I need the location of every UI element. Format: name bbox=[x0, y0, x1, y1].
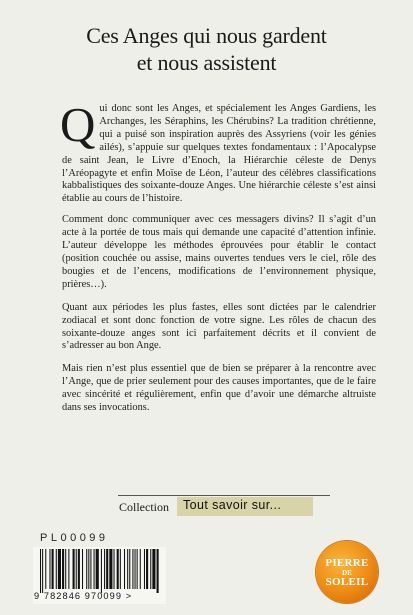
barcode-bar bbox=[140, 549, 141, 589]
collection-label: Collection bbox=[119, 500, 169, 514]
publisher-logo-line-3: SOLEIL bbox=[325, 576, 369, 588]
book-title-line-1: Ces Anges qui nous gardent bbox=[86, 23, 327, 48]
publisher-logo-line-1: PIERRE bbox=[325, 557, 369, 569]
barcode-bar bbox=[152, 549, 155, 589]
barcode-panel bbox=[33, 547, 166, 604]
barcode-bar bbox=[88, 549, 89, 589]
product-code: PL00099 bbox=[40, 532, 109, 544]
barcode-bar bbox=[56, 549, 57, 589]
barcode-bar bbox=[73, 549, 75, 589]
barcode-bar bbox=[150, 549, 151, 589]
barcode-bar bbox=[62, 549, 64, 589]
barcode-bar bbox=[117, 549, 119, 589]
barcode-bar bbox=[104, 549, 105, 589]
barcode-bar bbox=[124, 549, 125, 589]
isbn-number bbox=[34, 591, 166, 601]
drop-cap: Q bbox=[60, 97, 96, 152]
barcode-bar bbox=[90, 549, 91, 589]
paragraph-2: Comment donc communiquer avec ces messagers divins? Il s’agit d’un acte à la portée de tous mais qui demande une capacité d’attention infinie. L’auteur développe les méthodes éprouvées pour établir le contact (position couchée ou assise, mains ouvertes tendues vers le ciel, rôle des bougies et de l’encens, modifications de l’environnement physique, prières…). bbox=[62, 214, 376, 290]
barcode-bar bbox=[96, 549, 99, 589]
barcode-bar bbox=[137, 549, 138, 589]
publisher-logo bbox=[316, 541, 378, 603]
barcode-bar bbox=[58, 549, 61, 589]
isbn-suffix: > bbox=[125, 591, 133, 601]
back-cover-text bbox=[60, 97, 376, 425]
barcode-bar bbox=[127, 549, 128, 589]
paragraph-1-text: ui donc sont les Anges, et spécialement les Anges Gardiens, les Archanges, les Séraphins, les Chérubins? La tradition chrétienne, qui a puisé son inspiration auprès des Assyriens (voir les génies ailés), s’appuie sur quelques textes fondamentaux : l’Apocalypse de saint Jean, le Livre d’Enoch, la Hiérarchie céleste de Denys l’Aréopagyte et enfin Moïse de Léon, l’auteur des célèbres classifications kabbalistiques des soixante-douze Anges. Une hiérarchie céleste s’est ainsi établie au cours de l’histoire. bbox=[62, 103, 376, 205]
collection-series-badge: Tout savoir sur... bbox=[177, 497, 313, 516]
barcode-bar bbox=[45, 549, 46, 589]
barcode-bar bbox=[135, 549, 136, 589]
barcode-bar bbox=[76, 549, 77, 589]
barcode-bar bbox=[132, 549, 133, 589]
barcode-bar bbox=[68, 549, 69, 589]
barcode-icon bbox=[40, 549, 160, 593]
barcode-bar bbox=[42, 549, 43, 593]
barcode-bar bbox=[52, 549, 54, 589]
publisher-logo-line-2: DE bbox=[342, 569, 352, 577]
barcode-bar bbox=[120, 549, 121, 589]
barcode-bar bbox=[65, 549, 66, 589]
barcode-bar bbox=[146, 549, 148, 589]
paragraph-3: Quant aux périodes les plus fastes, elles sont dictées par le calendrier zodiacal et sont donc fonction de votre signe. Les rôles de chacun des soixante-douze anges sont ici parfaitement décrits et il convient de s’adresser au bon Ange. bbox=[62, 301, 376, 352]
barcode-bar bbox=[129, 549, 130, 589]
barcode-bar bbox=[157, 549, 159, 593]
barcode-bar bbox=[78, 549, 80, 589]
barcode-bar bbox=[94, 549, 95, 589]
barcode-bar bbox=[106, 549, 108, 589]
barcode-bar bbox=[82, 549, 83, 589]
barcode-bar bbox=[114, 549, 115, 589]
collection-divider bbox=[118, 495, 330, 496]
book-title-line-2: et nous assistent bbox=[136, 50, 277, 75]
isbn-digits: 9 782846 970099 bbox=[34, 591, 123, 601]
barcode-bar bbox=[49, 549, 50, 589]
barcode-bar bbox=[109, 549, 112, 589]
barcode-bar bbox=[144, 549, 145, 589]
barcode-bar bbox=[86, 549, 87, 589]
barcode-bar bbox=[101, 549, 102, 593]
paragraph-1 bbox=[60, 97, 376, 206]
paragraph-4: Mais rien n’est plus essentiel que de bien se préparer à la rencontre avec l’Ange, que de prier seulement pour des causes importantes, que de le faire avec sincérité et régulièrement, enfin que d’avoir une démarche altruiste dans ses invocations. bbox=[62, 363, 376, 414]
book-title bbox=[0, 22, 413, 76]
barcode-bar bbox=[40, 549, 41, 593]
